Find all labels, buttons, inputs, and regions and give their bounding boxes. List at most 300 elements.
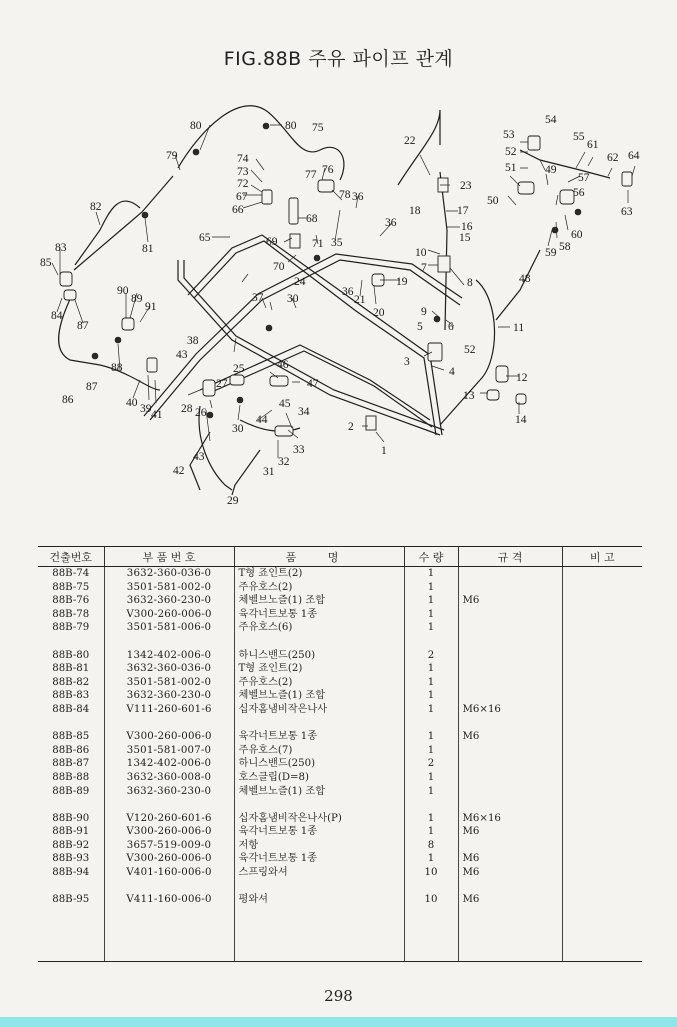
callout-80b: 80	[285, 120, 297, 132]
cell-item: 88B-84	[52, 703, 90, 715]
table-row	[38, 594, 642, 608]
cell-spec: M6	[458, 730, 562, 744]
cell-remark	[562, 893, 642, 907]
callout-32: 32	[278, 456, 290, 468]
table-row	[38, 825, 642, 839]
cell-name: T형 죠인트(2)	[234, 567, 404, 581]
cell-remark	[562, 581, 642, 595]
cell-spec	[458, 662, 562, 676]
cell-part-no	[104, 934, 234, 948]
cell-name: 주유호스(2)	[234, 676, 404, 690]
cell-qty	[404, 717, 458, 731]
cell-qty: 1	[404, 852, 458, 866]
callout-11: 11	[513, 322, 525, 334]
callout-79: 79	[166, 150, 178, 162]
cell-spec: M6	[458, 852, 562, 866]
cell-qty: 2	[404, 757, 458, 771]
cell-qty: 10	[404, 866, 458, 880]
table-row	[38, 689, 642, 703]
cell-spec: M6	[458, 893, 562, 907]
cell-name: 체벨브노즐(1) 조합	[234, 594, 404, 608]
table-row	[38, 785, 642, 799]
cell-remark	[562, 839, 642, 853]
table-row	[38, 839, 642, 853]
cell-spec	[458, 880, 562, 894]
callout-58: 58	[559, 241, 571, 253]
callout-88: 88	[111, 362, 123, 374]
cell-qty	[404, 880, 458, 894]
cell-part-no: V111-260-601-6	[104, 703, 234, 717]
cell-item	[38, 948, 104, 962]
cell-remark	[562, 662, 642, 676]
cell-name: 육각너트보통 1종	[234, 852, 404, 866]
col-qty-header: 수 량	[404, 547, 458, 567]
callout-50: 50	[487, 195, 499, 207]
cell-part-no: V300-260-006-0	[104, 608, 234, 622]
callout-36c: 36	[342, 286, 354, 298]
col-remark-header: 비 고	[562, 547, 642, 567]
cell-item: 88B-76	[52, 595, 90, 607]
table-header-row	[38, 547, 642, 567]
pipe-assembly-diagram	[0, 90, 677, 520]
cell-spec	[458, 676, 562, 690]
table-row	[38, 649, 642, 663]
cell-name: 평와셔	[234, 893, 404, 907]
cell-name	[234, 798, 404, 812]
cell-qty: 1	[404, 689, 458, 703]
table-row	[38, 757, 642, 771]
cell-item	[38, 717, 104, 731]
callout-57: 57	[578, 172, 590, 184]
page-number: 298	[324, 987, 353, 1005]
cell-part-no: 1342-402-006-0	[104, 649, 234, 663]
callout-46: 46	[277, 359, 289, 371]
callout-3: 3	[404, 356, 410, 368]
cell-item	[38, 920, 104, 934]
cell-part-no	[104, 717, 234, 731]
callout-24: 24	[294, 276, 306, 288]
callout-33: 33	[293, 444, 305, 456]
cell-qty: 1	[404, 825, 458, 839]
cell-qty: 1	[404, 812, 458, 826]
col-part-no-header: 부 품 번 호	[104, 547, 234, 567]
cell-qty	[404, 907, 458, 921]
cell-item: 88B-78	[52, 608, 90, 620]
cell-qty: 1	[404, 594, 458, 608]
callout-27: 27	[216, 378, 228, 390]
cell-remark	[562, 649, 642, 663]
callout-63: 63	[621, 206, 633, 218]
callout-30b: 30	[287, 293, 299, 305]
cell-part-no: 3501-581-002-0	[104, 581, 234, 595]
cell-remark	[562, 635, 642, 649]
cell-qty: 1	[404, 744, 458, 758]
table-row	[38, 730, 642, 744]
cell-part-no	[104, 798, 234, 812]
cell-name	[234, 635, 404, 649]
figure-title: FIG.88B 주유 파이프 관계	[223, 48, 454, 70]
table-row	[38, 812, 642, 826]
cell-qty: 1	[404, 676, 458, 690]
cell-spec	[458, 920, 562, 934]
col-name-header: 품 명	[234, 547, 404, 567]
cell-spec	[458, 635, 562, 649]
cell-spec	[458, 744, 562, 758]
cell-qty: 1	[404, 730, 458, 744]
cell-item: 88B-93	[52, 853, 90, 865]
table-row	[38, 662, 642, 676]
callout-12: 12	[516, 372, 528, 384]
cell-qty: 2	[404, 649, 458, 663]
scan-edge-band	[0, 1017, 677, 1027]
cell-item: 88B-80	[52, 649, 90, 661]
cell-name: 육각너트보통 1종	[234, 730, 404, 744]
cell-name: 하니스밴드(250)	[234, 757, 404, 771]
callout-34: 34	[298, 406, 310, 418]
cell-part-no: 3632-360-230-0	[104, 689, 234, 703]
cell-part-no	[104, 948, 234, 962]
cell-qty: 8	[404, 839, 458, 853]
cell-remark	[562, 866, 642, 880]
callout-2: 2	[348, 421, 354, 433]
cell-remark	[562, 676, 642, 690]
cell-name	[234, 934, 404, 948]
callout-40: 40	[126, 397, 138, 409]
callout-43: 43	[176, 349, 188, 361]
callout-35: 35	[331, 237, 343, 249]
cell-spec	[458, 621, 562, 635]
cell-remark	[562, 594, 642, 608]
cell-item: 88B-81	[52, 663, 90, 675]
cell-qty	[404, 934, 458, 948]
cell-part-no: 3632-360-230-0	[104, 594, 234, 608]
table-row	[38, 676, 642, 690]
cell-name	[234, 880, 404, 894]
cell-spec	[458, 717, 562, 731]
callout-59: 59	[545, 247, 557, 259]
cell-remark	[562, 771, 642, 785]
callout-22: 22	[404, 135, 416, 147]
cell-qty: 1	[404, 703, 458, 717]
callout-55: 55	[573, 131, 585, 143]
callout-49: 49	[545, 164, 557, 176]
callout-65: 65	[199, 232, 211, 244]
cell-part-no: 3632-360-230-0	[104, 785, 234, 799]
callout-77: 77	[305, 169, 317, 181]
table-row	[38, 934, 642, 948]
callout-81: 81	[142, 243, 154, 255]
col-item-header: 건출번호	[38, 547, 104, 567]
callout-45: 45	[279, 398, 291, 410]
cell-qty: 1	[404, 608, 458, 622]
cell-remark	[562, 621, 642, 635]
cell-remark	[562, 880, 642, 894]
callout-60: 60	[571, 229, 583, 241]
cell-item	[38, 880, 104, 894]
cell-part-no: V300-260-006-0	[104, 730, 234, 744]
callout-53: 53	[503, 129, 515, 141]
cell-name: 십자홈냄비작은나사(P)	[234, 812, 404, 826]
callout-36b: 36	[385, 217, 397, 229]
callout-30: 30	[232, 423, 244, 435]
callout-68: 68	[306, 213, 318, 225]
callout-86: 86	[62, 394, 74, 406]
table-row	[38, 852, 642, 866]
callout-29: 29	[227, 495, 239, 507]
callout-44: 44	[256, 414, 268, 426]
callout-75: 75	[312, 122, 324, 134]
callout-38: 38	[187, 335, 199, 347]
callout-56: 56	[573, 187, 585, 199]
callout-64: 64	[628, 150, 640, 162]
callout-69: 69	[266, 236, 278, 248]
cell-item: 88B-88	[52, 771, 90, 783]
cell-part-no: V300-260-006-0	[104, 852, 234, 866]
cell-spec	[458, 608, 562, 622]
callout-23: 23	[460, 180, 472, 192]
cell-qty	[404, 635, 458, 649]
cell-part-no: V300-260-006-0	[104, 825, 234, 839]
table-row	[38, 717, 642, 731]
cell-part-no: 3632-360-036-0	[104, 567, 234, 581]
table-row	[38, 798, 642, 812]
callout-16: 16	[461, 221, 473, 233]
callout-85: 85	[40, 257, 52, 269]
cell-spec: M6×16	[458, 812, 562, 826]
callout-73: 73	[237, 166, 249, 178]
cell-remark	[562, 717, 642, 731]
cell-remark	[562, 825, 642, 839]
cell-remark	[562, 812, 642, 826]
callout-82: 82	[90, 201, 102, 213]
table-row	[38, 581, 642, 595]
cell-part-no: V411-160-006-0	[104, 893, 234, 907]
cell-name	[234, 907, 404, 921]
callout-54: 54	[545, 114, 557, 126]
callout-17: 17	[457, 205, 469, 217]
callout-39: 39	[140, 403, 152, 415]
callout-91: 91	[145, 301, 157, 313]
table-row	[38, 907, 642, 921]
table-body	[38, 567, 642, 962]
cell-part-no: 1342-402-006-0	[104, 757, 234, 771]
table-row	[38, 621, 642, 635]
cell-remark	[562, 567, 642, 581]
callout-66: 66	[232, 204, 244, 216]
callout-48: 48	[519, 273, 531, 285]
callout-6: 6	[448, 321, 454, 333]
callout-26: 26	[195, 407, 207, 419]
cell-item: 88B-94	[52, 867, 90, 879]
callout-9: 9	[421, 306, 427, 318]
callout-1: 1	[381, 445, 387, 457]
cell-item: 88B-86	[52, 744, 90, 756]
cell-spec: M6	[458, 825, 562, 839]
callout-62: 62	[607, 152, 619, 164]
cell-item: 88B-95	[52, 894, 90, 906]
cell-name: 주유호스(7)	[234, 744, 404, 758]
callout-36: 36	[352, 191, 364, 203]
callout-89: 89	[131, 293, 143, 305]
cell-name	[234, 717, 404, 731]
cell-item: 88B-75	[52, 581, 90, 593]
cell-part-no	[104, 920, 234, 934]
callout-83: 83	[55, 242, 67, 254]
cell-name: 육각너트보통 1종	[234, 608, 404, 622]
table-row	[38, 744, 642, 758]
cell-qty	[404, 948, 458, 962]
cell-qty: 1	[404, 621, 458, 635]
cell-remark	[562, 920, 642, 934]
callout-76: 76	[322, 164, 334, 176]
cell-spec: M6	[458, 594, 562, 608]
cell-part-no: 3501-581-006-0	[104, 621, 234, 635]
callout-37: 37	[252, 292, 264, 304]
callout-numbers	[40, 114, 640, 507]
callout-74: 74	[237, 153, 249, 165]
cell-remark	[562, 744, 642, 758]
cell-spec: M6×16	[458, 703, 562, 717]
callout-84: 84	[51, 310, 63, 322]
cell-remark	[562, 948, 642, 962]
callout-28: 28	[181, 403, 193, 415]
cell-qty	[404, 798, 458, 812]
callout-67: 67	[236, 191, 248, 203]
callout-10: 10	[415, 247, 427, 259]
cell-spec	[458, 689, 562, 703]
callout-78: 78	[339, 189, 351, 201]
cell-qty: 1	[404, 567, 458, 581]
cell-part-no: 3657-519-009-0	[104, 839, 234, 853]
cell-part-no: 3501-581-002-0	[104, 676, 234, 690]
cell-spec	[458, 948, 562, 962]
table-row	[38, 608, 642, 622]
cell-qty: 10	[404, 893, 458, 907]
cell-remark	[562, 852, 642, 866]
cell-remark	[562, 730, 642, 744]
cell-qty: 1	[404, 662, 458, 676]
cell-name: T형 죠인트(2)	[234, 662, 404, 676]
cell-name: 스프링와셔	[234, 866, 404, 880]
cell-part-no	[104, 635, 234, 649]
cell-item: 88B-83	[52, 690, 90, 702]
cell-part-no: V120-260-601-6	[104, 812, 234, 826]
cell-name: 저항	[234, 839, 404, 853]
cell-spec	[458, 907, 562, 921]
cell-spec	[458, 839, 562, 853]
cell-part-no	[104, 907, 234, 921]
cell-name: 육각너트보통 1종	[234, 825, 404, 839]
callout-47: 47	[307, 378, 319, 390]
callout-87b: 87	[86, 381, 98, 393]
callout-31: 31	[263, 466, 275, 478]
cell-remark	[562, 785, 642, 799]
table-row	[38, 880, 642, 894]
callout-25: 25	[233, 363, 245, 375]
cell-qty	[404, 920, 458, 934]
cell-name: 하니스밴드(250)	[234, 649, 404, 663]
cell-spec: M6	[458, 866, 562, 880]
cell-name	[234, 948, 404, 962]
callout-20: 20	[373, 307, 385, 319]
cell-remark	[562, 757, 642, 771]
cell-spec	[458, 567, 562, 581]
cell-item: 88B-92	[52, 839, 90, 851]
table-row	[38, 567, 642, 581]
cell-spec	[458, 798, 562, 812]
cell-item	[38, 798, 104, 812]
cell-spec	[458, 785, 562, 799]
callout-41: 41	[151, 409, 163, 421]
callout-90: 90	[117, 285, 129, 297]
callout-80: 80	[190, 120, 202, 132]
callout-70: 70	[273, 261, 285, 273]
callout-8: 8	[467, 277, 473, 289]
cell-part-no: 3632-360-008-0	[104, 771, 234, 785]
cell-qty: 1	[404, 785, 458, 799]
callout-42: 42	[173, 465, 185, 477]
cell-item: 88B-74	[52, 568, 90, 579]
cell-qty: 1	[404, 771, 458, 785]
cell-name: 체벨브노즐(1) 조합	[234, 785, 404, 799]
parts-list-table	[38, 546, 642, 962]
callout-4: 4	[449, 366, 455, 378]
table-row	[38, 948, 642, 962]
col-spec-header: 규 격	[458, 547, 562, 567]
cell-remark	[562, 608, 642, 622]
cell-item: 88B-79	[52, 622, 90, 634]
cell-spec	[458, 649, 562, 663]
callout-52b: 52	[464, 344, 476, 356]
cell-name: 호스클립(D=8)	[234, 771, 404, 785]
callout-15: 15	[459, 232, 471, 244]
callout-7: 7	[421, 262, 427, 274]
cell-remark	[562, 798, 642, 812]
callout-71: 71	[312, 238, 324, 250]
callout-21: 21	[354, 294, 366, 306]
cell-part-no: 3501-581-007-0	[104, 744, 234, 758]
cell-name: 주유호스(2)	[234, 581, 404, 595]
callout-61: 61	[587, 139, 599, 151]
cell-item: 88B-90	[52, 812, 90, 824]
cell-remark	[562, 934, 642, 948]
cell-part-no: V401-160-006-0	[104, 866, 234, 880]
cell-part-no	[104, 880, 234, 894]
cell-item: 88B-85	[52, 731, 90, 743]
callout-72: 72	[237, 178, 249, 190]
cell-item: 88B-82	[52, 676, 90, 688]
cell-spec	[458, 757, 562, 771]
callout-14: 14	[515, 414, 527, 426]
cell-item	[38, 907, 104, 921]
callout-5: 5	[417, 321, 423, 333]
callout-43b: 43	[193, 451, 205, 463]
cell-part-no: 3632-360-036-0	[104, 662, 234, 676]
cell-item: 88B-91	[52, 826, 90, 838]
callout-13: 13	[463, 390, 475, 402]
table-row	[38, 771, 642, 785]
cell-spec	[458, 581, 562, 595]
cell-spec	[458, 771, 562, 785]
cell-remark	[562, 689, 642, 703]
cell-name	[234, 920, 404, 934]
cell-remark	[562, 703, 642, 717]
cell-spec	[458, 934, 562, 948]
table-row	[38, 866, 642, 880]
table-row	[38, 893, 642, 907]
cell-item: 88B-89	[52, 785, 90, 797]
cell-item: 88B-87	[52, 758, 90, 770]
